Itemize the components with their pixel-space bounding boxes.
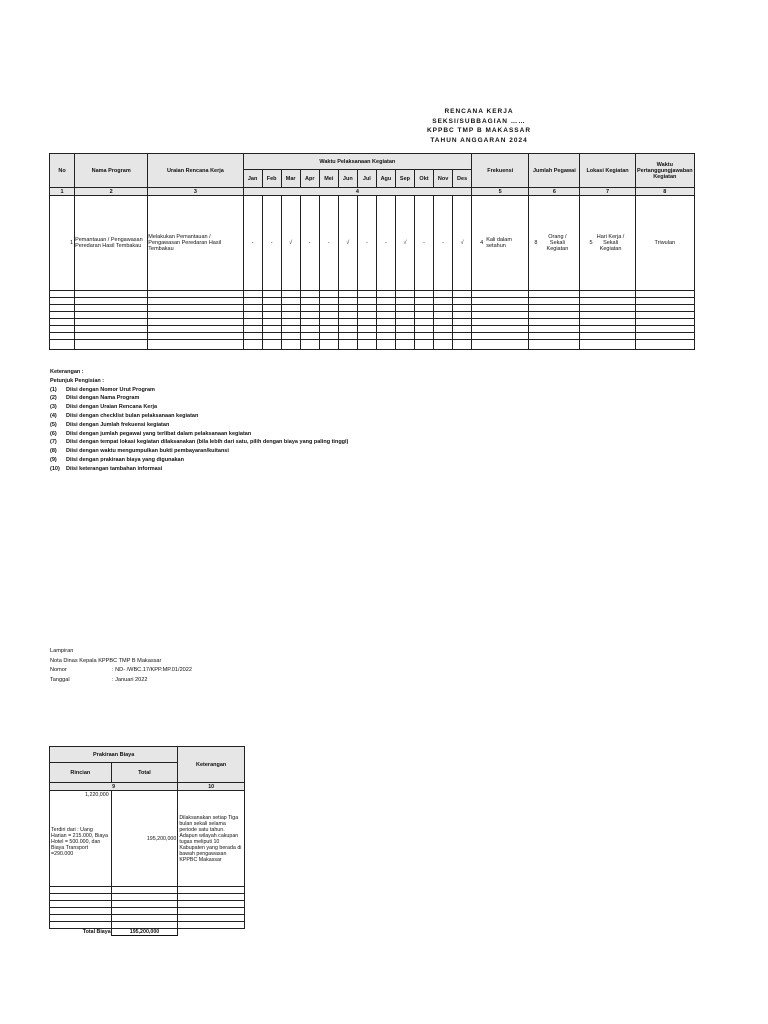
- empty-cell: [300, 319, 319, 326]
- tanggal-label: Tanggal: [50, 676, 70, 683]
- total-biaya-value: 195,200,000: [111, 929, 178, 936]
- empty-cell: [395, 319, 414, 326]
- empty-cell: [281, 340, 300, 350]
- empty-cell: [319, 312, 338, 319]
- empty-cell: [434, 291, 453, 298]
- note-text: Diisi dengan tempat lokasi kegiatan dilaksanakan (bila lebih dari satu, pilih dengan biaya yang paling tinggi): [66, 439, 349, 446]
- empty-cell: [262, 298, 281, 305]
- title-line-3: KPPBC TMP B MAKASSAR: [426, 127, 532, 134]
- empty-cell: [243, 326, 262, 333]
- month-header: Nov: [434, 170, 453, 188]
- empty-cell: [635, 319, 694, 326]
- lok-text: Hari Kerja / Sekali Kegiatan: [596, 234, 625, 252]
- empty-cell: [580, 291, 635, 298]
- empty-cell: [580, 340, 635, 350]
- empty-cell: [635, 340, 694, 350]
- empty-cell: [111, 908, 178, 915]
- empty-cell: [300, 326, 319, 333]
- empty-cell: [148, 340, 243, 350]
- empty-cell: [434, 333, 453, 340]
- note-text: Diisi dengan checklist bulan pelaksanaan kegiatan: [66, 412, 199, 419]
- empty-cell: [635, 326, 694, 333]
- empty-row: [50, 922, 245, 929]
- col-number: 4: [243, 188, 472, 196]
- empty-cell: [357, 333, 376, 340]
- empty-cell: [75, 326, 148, 333]
- empty-cell: [111, 922, 178, 929]
- empty-cell: [376, 340, 395, 350]
- nomor-label: Nomor: [50, 667, 67, 673]
- empty-cell: [148, 312, 243, 319]
- empty-cell: [472, 298, 529, 305]
- empty-cell: [414, 340, 433, 350]
- empty-cell: [262, 333, 281, 340]
- empty-row: [50, 894, 245, 901]
- month-header: Jul: [357, 170, 376, 188]
- month-cell: -: [319, 196, 338, 291]
- empty-cell: [319, 291, 338, 298]
- title-line-4: TAHUN ANGGARAN 2024: [430, 136, 528, 144]
- empty-cell: [50, 291, 75, 298]
- empty-cell: [453, 333, 472, 340]
- row-program: Pemantauan / Pengawasan Peredaran Hasil Tembakau: [75, 196, 148, 291]
- empty-cell: [111, 915, 178, 922]
- empty-cell: [178, 915, 245, 922]
- empty-cell: [148, 333, 243, 340]
- empty-cell: [50, 922, 112, 929]
- empty-cell: [434, 319, 453, 326]
- empty-row: [50, 340, 695, 350]
- empty-cell: [148, 305, 243, 312]
- empty-cell: [635, 312, 694, 319]
- note-number: (9): [50, 456, 57, 463]
- empty-cell: [580, 333, 635, 340]
- empty-cell: [580, 305, 635, 312]
- empty-cell: [395, 340, 414, 350]
- month-cell: √: [453, 196, 472, 291]
- empty-cell: [178, 887, 245, 894]
- peg-text: Orang / Sekali Kegiatan: [546, 234, 569, 252]
- empty-cell: [635, 291, 694, 298]
- col-number: 6: [529, 188, 580, 196]
- empty-cell: [281, 298, 300, 305]
- empty-cell: [262, 312, 281, 319]
- empty-cell: [357, 305, 376, 312]
- note-number: (5): [50, 421, 57, 428]
- header-frekuensi: Frekuensi: [472, 154, 529, 188]
- freq-number: 4: [480, 240, 484, 246]
- note-number: (8): [50, 448, 57, 455]
- month-header: Des: [453, 170, 472, 188]
- empty-cell: [357, 326, 376, 333]
- month-header: Jan: [243, 170, 262, 188]
- empty-row: [50, 319, 695, 326]
- empty-cell: [453, 326, 472, 333]
- empty-cell: [357, 319, 376, 326]
- empty-row: [50, 291, 695, 298]
- month-cell: -: [262, 196, 281, 291]
- empty-cell: [319, 340, 338, 350]
- header-uraian: Uraian Rencana Kerja: [148, 154, 243, 188]
- empty-cell: [453, 305, 472, 312]
- empty-cell: [300, 340, 319, 350]
- note-text: Diisi dengan waktu mengumpulkan bukti pembayaran/kuitansi: [66, 448, 229, 455]
- peg-number: 8: [534, 240, 538, 246]
- empty-cell: [111, 894, 178, 901]
- empty-cell: [300, 298, 319, 305]
- empty-cell: [357, 312, 376, 319]
- header-lokasi: Lokasi Kegiatan: [580, 154, 635, 188]
- empty-cell: [580, 312, 635, 319]
- empty-cell: [178, 922, 245, 929]
- freq-text: Kali dalam setahun: [486, 237, 512, 249]
- empty-cell: [414, 291, 433, 298]
- header-pertanggungjawaban: Waktu Pertanggungjawaban Kegiatan: [635, 154, 694, 188]
- col-number: 3: [148, 188, 243, 196]
- empty-cell: [453, 340, 472, 350]
- note-number: (1): [50, 386, 57, 393]
- note-text: Diisi keterangan tambahan informasi: [66, 465, 163, 472]
- month-cell: -: [243, 196, 262, 291]
- empty-cell: [243, 291, 262, 298]
- empty-cell: [50, 326, 75, 333]
- month-header: Agu: [376, 170, 395, 188]
- empty-row: [50, 326, 695, 333]
- empty-cell: [414, 312, 433, 319]
- note-text: Diisi dengan jumlah pegawai yang terlibat dalam pelaksanaan kegiatan: [66, 430, 252, 437]
- empty-cell: [453, 319, 472, 326]
- lampiran-nota: Nota Dinas Kepala KPPBC TMP B Makassar: [50, 657, 162, 664]
- empty-cell: [338, 333, 357, 340]
- header-pegawai: Jumlah Pegawai: [529, 154, 580, 188]
- note-number: (3): [50, 404, 57, 411]
- empty-cell: [434, 305, 453, 312]
- header-program: Nama Program: [75, 154, 148, 188]
- empty-cell: [472, 319, 529, 326]
- month-header: Feb: [262, 170, 281, 188]
- empty-cell: [319, 319, 338, 326]
- note-text: Diisi dengan prakiraan biaya yang digunakan: [66, 456, 184, 463]
- empty-cell: [243, 340, 262, 350]
- empty-cell: [75, 333, 148, 340]
- empty-cell: [75, 319, 148, 326]
- empty-cell: [281, 326, 300, 333]
- empty-row: [50, 298, 695, 305]
- month-cell: -: [300, 196, 319, 291]
- empty-cell: [376, 319, 395, 326]
- empty-cell: [50, 319, 75, 326]
- month-header: Mar: [281, 170, 300, 188]
- empty-cell: [148, 291, 243, 298]
- empty-cell: [376, 298, 395, 305]
- empty-cell: [376, 312, 395, 319]
- empty-cell: [357, 291, 376, 298]
- keterangan-cell: Dilaksanakan setiap Tiga bulan sekali selama periode satu tahun. Adapun wilayah cakupan tugas meliputi 10 Kabupaten yang berada di bawah pengawasan KPPBC Makassar: [178, 791, 245, 887]
- empty-cell: [434, 340, 453, 350]
- empty-cell: [262, 291, 281, 298]
- empty-cell: [281, 312, 300, 319]
- note-text: Diisi dengan Uraian Rencana Kerja: [66, 404, 158, 411]
- tanggal-value: : Januari 2022: [112, 676, 148, 683]
- empty-cell: [50, 333, 75, 340]
- col-number: 7: [580, 188, 635, 196]
- empty-cell: [338, 326, 357, 333]
- empty-cell: [75, 298, 148, 305]
- empty-row: [50, 901, 245, 908]
- empty-cell: [262, 326, 281, 333]
- col-number: 5: [472, 188, 529, 196]
- empty-cell: [243, 305, 262, 312]
- rincian-cell: [50, 791, 112, 887]
- col-number: 2: [75, 188, 148, 196]
- empty-cell: [50, 340, 75, 350]
- empty-cell: [243, 298, 262, 305]
- note-number: (2): [50, 395, 57, 402]
- month-cell: -: [376, 196, 395, 291]
- empty-cell: [262, 305, 281, 312]
- empty-cell: [50, 908, 112, 915]
- empty-cell: [300, 312, 319, 319]
- empty-cell: [148, 298, 243, 305]
- row-no: 1: [50, 196, 75, 291]
- empty-cell: [338, 340, 357, 350]
- empty-cell: [395, 305, 414, 312]
- empty-cell: [338, 291, 357, 298]
- empty-row: [50, 908, 245, 915]
- empty-cell: [178, 901, 245, 908]
- empty-cell: [472, 333, 529, 340]
- empty-cell: [376, 305, 395, 312]
- col-number: 1: [50, 188, 75, 196]
- empty-cell: [338, 312, 357, 319]
- note-text: Diisi dengan Nama Program: [66, 395, 140, 402]
- empty-cell: [376, 333, 395, 340]
- empty-cell: [300, 305, 319, 312]
- empty-cell: [529, 291, 580, 298]
- empty-cell: [376, 291, 395, 298]
- empty-cell: [434, 298, 453, 305]
- month-cell: -: [357, 196, 376, 291]
- empty-cell: [50, 887, 112, 894]
- empty-cell: [376, 326, 395, 333]
- empty-cell: [75, 312, 148, 319]
- empty-cell: [357, 340, 376, 350]
- empty-cell: [414, 319, 433, 326]
- empty-cell: [281, 333, 300, 340]
- empty-cell: [319, 305, 338, 312]
- empty-cell: [262, 319, 281, 326]
- empty-cell: [453, 291, 472, 298]
- month-header: Jun: [338, 170, 357, 188]
- empty-cell: [178, 908, 245, 915]
- empty-cell: [414, 305, 433, 312]
- col-number: 10: [178, 783, 245, 791]
- empty-cell: [50, 894, 112, 901]
- empty-cell: [395, 312, 414, 319]
- empty-cell: [580, 326, 635, 333]
- empty-cell: [529, 298, 580, 305]
- empty-cell: [243, 319, 262, 326]
- empty-cell: [414, 333, 433, 340]
- empty-cell: [262, 340, 281, 350]
- empty-cell: [472, 291, 529, 298]
- notes-section: [50, 368, 348, 474]
- empty-cell: [319, 326, 338, 333]
- empty-cell: [580, 319, 635, 326]
- lok-number: 5: [589, 240, 593, 246]
- empty-cell: [300, 291, 319, 298]
- col-number: 8: [635, 188, 694, 196]
- empty-cell: [453, 298, 472, 305]
- row-uraian: Melakukan Pemantauan / Pengawasan Peredaran Hasil Tembakau: [148, 196, 243, 291]
- empty-cell: [395, 291, 414, 298]
- month-cell: -: [414, 196, 433, 291]
- empty-cell: [453, 312, 472, 319]
- empty-cell: [635, 298, 694, 305]
- col-number: 9: [50, 783, 178, 791]
- month-header: Apr: [300, 170, 319, 188]
- empty-cell: [243, 333, 262, 340]
- header-no: No: [50, 154, 75, 188]
- work-plan-table: [49, 153, 695, 350]
- empty-row: [50, 887, 245, 894]
- row-pertanggungjawaban: Triwulan: [635, 196, 694, 291]
- header-keterangan: Keterangan: [178, 747, 245, 783]
- empty-row: [50, 312, 695, 319]
- empty-cell: [50, 312, 75, 319]
- header-rincian: Rincian: [50, 763, 112, 783]
- empty-cell: [395, 333, 414, 340]
- month-header: Mei: [319, 170, 338, 188]
- empty-cell: [635, 305, 694, 312]
- empty-cell: [319, 298, 338, 305]
- empty-cell: [300, 333, 319, 340]
- empty-cell: [148, 326, 243, 333]
- title-line-2: SEKSI/SUBBAGIAN ……: [432, 117, 526, 125]
- lampiran-section: [50, 647, 192, 685]
- empty-cell: [434, 312, 453, 319]
- empty-cell: [472, 312, 529, 319]
- rincian-text: Terdiri dari : Uang Harian = 215.000, Biaya Hotel = 500.000, dan Biaya Transport =290.000: [51, 827, 108, 857]
- row-frekuensi: [472, 196, 529, 291]
- empty-cell: [414, 326, 433, 333]
- empty-cell: [281, 291, 300, 298]
- month-header: Okt: [414, 170, 433, 188]
- header-waktu: Waktu Pelaksanaan Kegiatan: [243, 154, 472, 170]
- empty-cell: [529, 333, 580, 340]
- empty-cell: [281, 305, 300, 312]
- empty-cell: [338, 319, 357, 326]
- empty-cell: [50, 901, 112, 908]
- note-number: (6): [50, 430, 57, 437]
- empty-cell: [178, 894, 245, 901]
- table-row: [50, 196, 695, 291]
- empty-cell: [414, 298, 433, 305]
- table-row: [50, 791, 245, 887]
- row-pegawai: [529, 196, 580, 291]
- empty-row: [50, 915, 245, 922]
- total-biaya-label: Total Biaya: [50, 929, 112, 936]
- empty-cell: [111, 901, 178, 908]
- empty-cell: [338, 298, 357, 305]
- empty-cell: [580, 298, 635, 305]
- empty-cell: [75, 340, 148, 350]
- notes-title: Keterangan :: [50, 369, 84, 375]
- empty-cell: [395, 326, 414, 333]
- title-line-1: RENCANA KERJA: [444, 108, 514, 115]
- empty-cell: [472, 340, 529, 350]
- empty-cell: [635, 333, 694, 340]
- note-number: (10): [50, 465, 60, 472]
- empty-cell: [357, 298, 376, 305]
- header-prakiraan: Prakiraan Biaya: [50, 747, 178, 763]
- nomor-value: : ND- /WBC.17/KPP.MP.01/2022: [112, 667, 193, 673]
- empty-cell: [434, 326, 453, 333]
- empty-cell: [529, 326, 580, 333]
- empty-row: [50, 333, 695, 340]
- empty-cell: [75, 291, 148, 298]
- empty-cell: [75, 305, 148, 312]
- rincian-amount: 1,220,000: [85, 792, 109, 798]
- empty-cell: [50, 915, 112, 922]
- note-text: Diisi dengan Nomor Urut Program: [66, 386, 155, 393]
- total-cell: 195,200,000: [111, 791, 178, 887]
- notes-subtitle: Petunjuk Pengisian :: [50, 377, 105, 384]
- empty-cell: [319, 333, 338, 340]
- note-number: (4): [50, 412, 57, 419]
- empty-cell: [395, 298, 414, 305]
- empty-cell: [529, 340, 580, 350]
- empty-cell: [338, 305, 357, 312]
- empty-cell: [50, 298, 75, 305]
- header-total: Total: [111, 763, 178, 783]
- lampiran-title: Lampiran: [50, 648, 74, 654]
- empty-cell: [148, 319, 243, 326]
- empty-cell: [472, 305, 529, 312]
- empty-row: [50, 305, 695, 312]
- row-lokasi: [580, 196, 635, 291]
- month-cell: √: [281, 196, 300, 291]
- month-cell: √: [395, 196, 414, 291]
- month-cell: √: [338, 196, 357, 291]
- empty-cell: [111, 887, 178, 894]
- note-text: Diisi dengan Jumlah frekuensi kegiatan: [66, 421, 170, 428]
- empty-cell: [529, 312, 580, 319]
- empty-cell: [281, 319, 300, 326]
- empty-cell: [529, 319, 580, 326]
- note-number: (7): [50, 439, 57, 446]
- cost-table: [49, 746, 245, 936]
- empty-cell: [472, 326, 529, 333]
- empty-cell: [529, 305, 580, 312]
- month-header: Sep: [395, 170, 414, 188]
- empty-cell: [50, 305, 75, 312]
- document-title: [0, 107, 768, 145]
- month-cell: -: [434, 196, 453, 291]
- empty-cell: [243, 312, 262, 319]
